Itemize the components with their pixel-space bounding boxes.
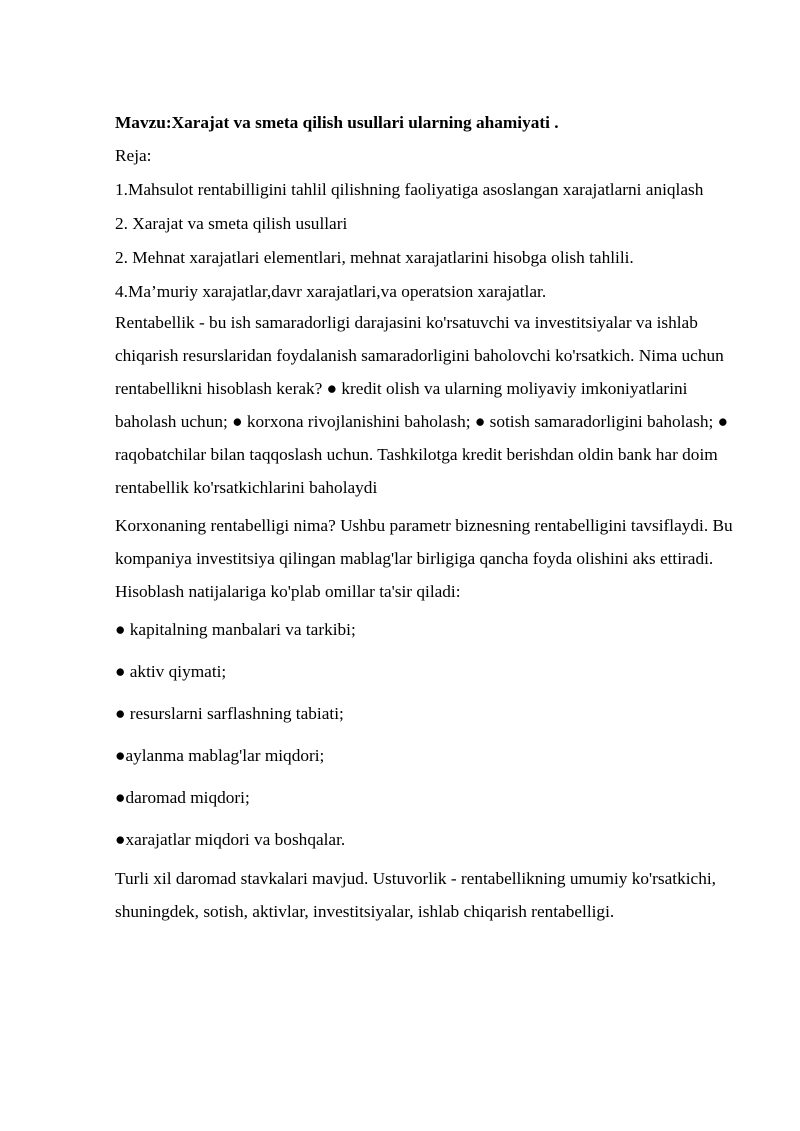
- plan-label: Reja:: [115, 146, 152, 165]
- factor-item: ● resurslarni sarflashning tabiati;: [115, 704, 344, 723]
- paragraph-profitability-types: Turli xil daromad stavkalari mavjud. Ustuvorlik - rentabellikning umumiy ko'rsatkichi, shuningdek, sotish, aktivlar, investitsiyalar, ishlab chiqarish rentabelligi.: [115, 869, 716, 921]
- factor-item: ● aktiv qiymati;: [115, 662, 227, 681]
- plan-item-2: 2. Xarajat va smeta qilish usullari: [115, 214, 348, 233]
- factor-item: ●daromad miqdori;: [115, 788, 250, 807]
- document-title: Mavzu:Xarajat va smeta qilish usullari ularning ahamiyati .: [115, 113, 559, 132]
- factor-item: ●xarajatlar miqdori va boshqalar.: [115, 830, 346, 849]
- factor-item: ●aylanma mablag'lar miqdori;: [115, 746, 325, 765]
- plan-item-3: 2. Mehnat xarajatlari elementlari, mehnat xarajatlarini hisobga olish tahlili.: [115, 248, 634, 267]
- paragraph-profitability-definition: Rentabellik - bu ish samaradorligi darajasini ko'rsatuvchi va investitsiyalar va ishlab chiqarish resurslaridan foydalanish samaradorligini baholovchi ko'rsatkich. Nima uchun rentabellikni hisoblash kerak? ● kredit olish va ularning moliyaviy imkoniyatlarini baholash uchun; ● korxona rivojlanishini baholash; ● sotish samaradorligini baholash; ● raqobatchilar bilan taqqoslash uchun. Tashkilotga kredit berishdan oldin bank har doim rentabellik ko'rsatkichlarini baholaydi: [115, 313, 729, 497]
- paragraph-enterprise-profitability: Korxonaning rentabelligi nima? Ushbu parametr biznesning rentabelligini tavsiflaydi. Bu kompaniya investitsiya qilingan mablag'lar birligiga qancha foyda olishini aks ettiradi. Hisoblash natijalariga ko'plab omillar ta'sir qiladi:: [115, 516, 733, 601]
- document-page: [115, 111, 740, 933]
- plan-item-1: 1.Mahsulot rentabilligini tahlil qilishning faoliyatiga asoslangan xarajatlarni aniqlash: [115, 180, 704, 199]
- factor-item: ● kapitalning manbalari va tarkibi;: [115, 620, 356, 639]
- plan-item-4: 4.Ma’muriy xarajatlar,davr xarajatlari,va operatsion xarajatlar.: [115, 282, 547, 301]
